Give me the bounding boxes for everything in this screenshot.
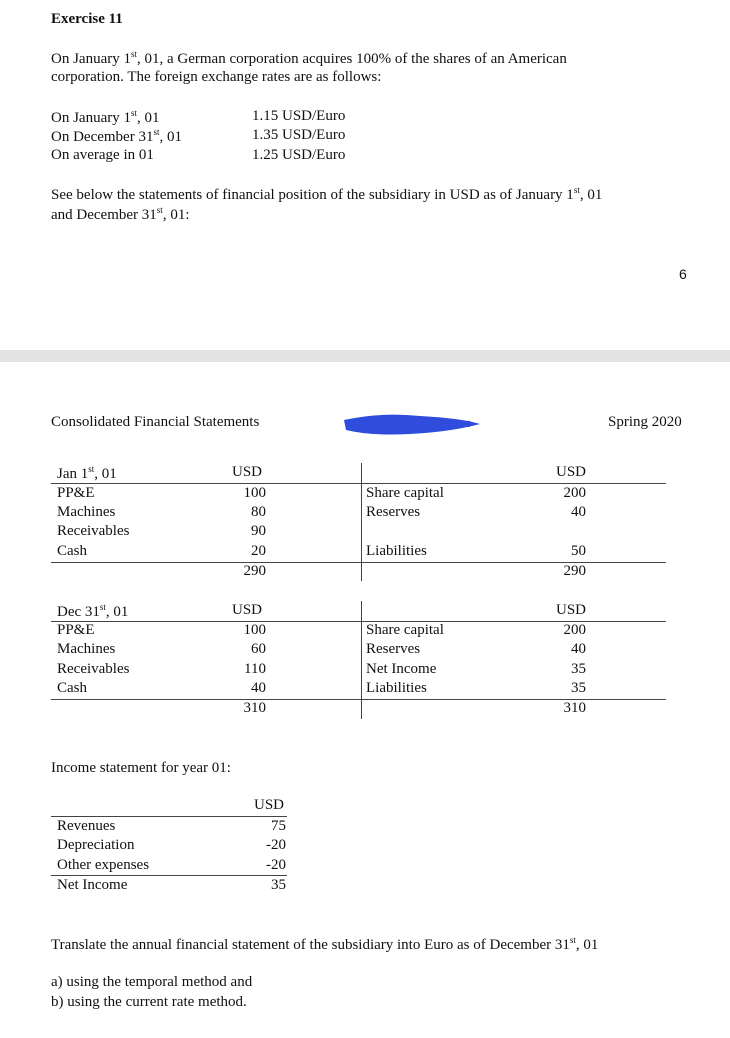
jan-asset-value-1: 100 <box>243 485 266 501</box>
dec-assets-total: 310 <box>243 700 266 716</box>
jan-equity-value-4: 50 <box>571 543 586 559</box>
rate-value-1: 1.15 USD/Euro <box>252 108 346 124</box>
jan-date: Jan 1st, 01 <box>57 464 117 482</box>
dec-asset-label-4: Cash <box>57 680 87 696</box>
rate-label-2: On December 31st, 01 <box>51 127 182 145</box>
income-label-4: Net Income <box>57 877 128 893</box>
dec-equity-label-2: Reserves <box>366 641 421 657</box>
jan-currency-left: USD <box>232 464 263 480</box>
jan-currency-right: USD <box>556 464 587 480</box>
dec-currency-right: USD <box>556 602 587 618</box>
income-header-rule <box>51 816 287 817</box>
intro-line-2: corporation. The foreign exchange rates are as follows: <box>51 69 382 85</box>
income-currency: USD <box>254 797 285 813</box>
income-value-3: -20 <box>266 857 286 873</box>
dec-equity-label-1: Share capital <box>366 622 444 638</box>
rate-value-2: 1.35 USD/Euro <box>252 127 346 143</box>
income-label-2: Depreciation <box>57 837 135 853</box>
dec-asset-value-4: 40 <box>251 680 266 696</box>
dec-equity-value-1: 200 <box>563 622 586 638</box>
income-value-4: 35 <box>271 877 286 893</box>
jan-header-rule <box>51 483 666 484</box>
page-break <box>0 350 730 362</box>
jan-asset-label-3: Receivables <box>57 523 130 539</box>
dec-equity-label-4: Liabilities <box>366 680 427 696</box>
dec-asset-label-3: Receivables <box>57 661 130 677</box>
income-label-1: Revenues <box>57 818 116 834</box>
jan-asset-value-2: 80 <box>251 504 266 520</box>
income-title: Income statement for year 01: <box>51 760 231 776</box>
dec-asset-value-3: 110 <box>244 661 266 677</box>
dec-currency-left: USD <box>232 602 263 618</box>
header-right: Spring 2020 <box>608 414 682 430</box>
dec-divider <box>361 601 362 719</box>
redaction-scribble <box>340 410 485 438</box>
dec-asset-value-1: 100 <box>243 622 266 638</box>
task-text: Translate the annual financial statement of the subsidiary into Euro as of December 31st, 01 <box>51 935 599 953</box>
dec-equity-value-3: 35 <box>571 661 586 677</box>
jan-asset-label-2: Machines <box>57 504 116 520</box>
jan-equity-total: 290 <box>563 563 586 579</box>
see-line-1: See below the statements of financial position of the subsidiary in USD as of January 1st, 01 <box>51 185 603 203</box>
dec-equity-value-2: 40 <box>571 641 586 657</box>
jan-equity-label-1: Share capital <box>366 485 444 501</box>
jan-asset-label-4: Cash <box>57 543 87 559</box>
dec-equity-total: 310 <box>563 700 586 716</box>
dec-asset-label-2: Machines <box>57 641 116 657</box>
jan-asset-label-1: PP&E <box>57 485 95 501</box>
see-line-2: and December 31st, 01: <box>51 205 190 223</box>
dec-equity-value-4: 35 <box>571 680 586 696</box>
jan-equity-value-1: 200 <box>563 485 586 501</box>
header-left: Consolidated Financial Statements <box>51 414 260 430</box>
rate-label-1: On January 1st, 01 <box>51 108 160 126</box>
rate-value-3: 1.25 USD/Euro <box>252 147 346 163</box>
option-a: a) using the temporal method and <box>51 974 253 990</box>
income-value-2: -20 <box>266 837 286 853</box>
exercise-title: Exercise 11 <box>51 11 123 27</box>
income-total-rule <box>51 875 287 876</box>
dec-asset-value-2: 60 <box>251 641 266 657</box>
income-value-1: 75 <box>271 818 286 834</box>
dec-equity-label-3: Net Income <box>366 661 437 677</box>
intro-line-1: On January 1st, 01, a German corporation acquires 100% of the shares of an American <box>51 49 567 67</box>
dec-asset-label-1: PP&E <box>57 622 95 638</box>
jan-asset-value-4: 20 <box>251 543 266 559</box>
page-number: 6 <box>679 266 687 282</box>
jan-divider <box>361 463 362 581</box>
jan-assets-total: 290 <box>243 563 266 579</box>
jan-equity-value-2: 40 <box>571 504 586 520</box>
jan-asset-value-3: 90 <box>251 523 266 539</box>
income-label-3: Other expenses <box>57 857 150 873</box>
jan-equity-label-4: Liabilities <box>366 543 427 559</box>
rate-label-3: On average in 01 <box>51 147 154 163</box>
dec-date: Dec 31st, 01 <box>57 602 129 620</box>
jan-equity-label-2: Reserves <box>366 504 421 520</box>
option-b: b) using the current rate method. <box>51 994 247 1010</box>
